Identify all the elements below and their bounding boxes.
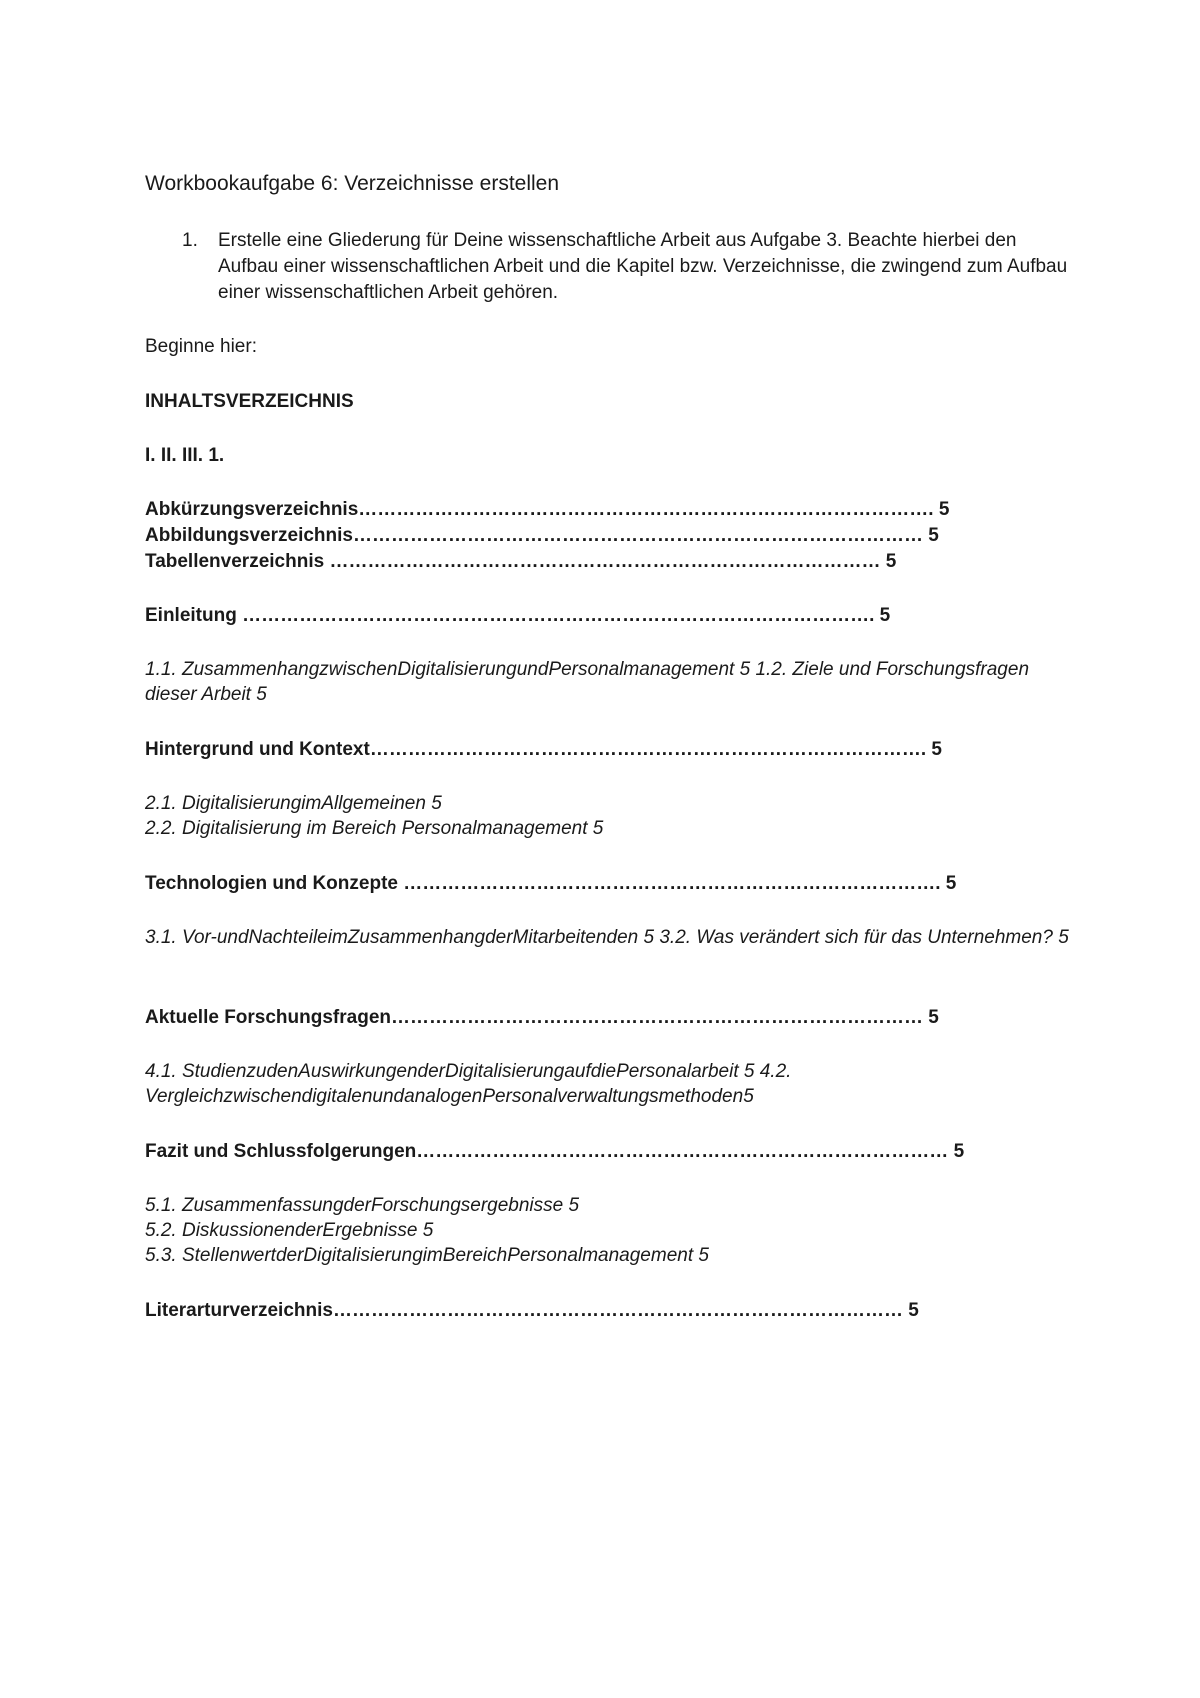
toc-entry-label: Aktuelle Forschungsfragen	[145, 1007, 391, 1028]
toc-leader: ………………………………………………………………………… 5	[391, 1007, 939, 1028]
toc-leader: ……………………………………………………………………………… 5	[332, 1300, 919, 1321]
toc-leader: ……………………………………………………………………………. 5	[369, 739, 942, 760]
toc-leader: ………………………………………………………………………… 5	[416, 1141, 965, 1162]
toc-entry-tabellenverzeichnis	[145, 549, 896, 575]
toc-entry-fazit	[145, 1139, 964, 1165]
toc-entry-technologien	[145, 871, 956, 897]
page-title: Workbookaufgabe 6: Verzeichnisse erstellen	[145, 172, 560, 195]
toc-entry-label: Literarturverzeichnis	[145, 1300, 333, 1321]
toc-entry-hintergrund	[145, 737, 942, 763]
roman-numerals-line: I. II. III. 1.	[145, 445, 225, 466]
task-number: 1.	[182, 230, 198, 251]
toc-heading: INHALTSVERZEICHNIS	[145, 391, 354, 412]
toc-entry-forschungsfragen	[145, 1005, 939, 1031]
subsection-5-1: 5.1. ZusammenfassungderForschungsergebnisse 5	[145, 1195, 580, 1216]
toc-entry-label: Abkürzungsverzeichnis	[145, 499, 359, 520]
toc-entry-einleitung	[145, 603, 890, 629]
subsection-group-1: 1.1. ZusammenhangzwischenDigitalisierungundPersonalmanagement 5 1.2. Ziele und Forschungsfragen dieser Arbeit 5	[145, 659, 1030, 705]
toc-entry-label: Einleitung	[145, 605, 243, 626]
toc-leader: ………………………………………………………………………………………. 5	[242, 605, 891, 626]
task-text: Erstelle eine Gliederung für Deine wissenschaftliche Arbeit aus Aufgabe 3. Beachte hierbei den Aufbau einer wissenschaftlichen Arbeit und die Kapitel bzw. Verzeichnisse, die zwingend zum Aufbau einer wissenschaftlichen Arbeit gehören.	[218, 230, 1068, 303]
toc-leader: …………………………………………………………………………… 5	[329, 551, 897, 572]
subsection-5-2: 5.2. DiskussionenderErgebnisse 5	[145, 1220, 434, 1241]
toc-entry-abbildungsverzeichnis	[145, 523, 939, 549]
toc-entry-abkuerzungsverzeichnis	[145, 497, 949, 523]
toc-leader: …………………………………………………………………………. 5	[403, 873, 957, 894]
toc-leader: ……………………………………………………………………………… 5	[352, 525, 939, 546]
subsection-group-4: 4.1. StudienzudenAuswirkungenderDigitalisierungaufdiePersonalarbeit 5 4.2. VergleichzwischendigitalenundanalogenPersonalverwaltungsmethoden5	[145, 1061, 792, 1107]
subsection-2-2: 2.2. Digitalisierung im Bereich Personalmanagement 5	[145, 818, 604, 839]
toc-entry-literatur	[145, 1298, 919, 1324]
start-label: Beginne hier:	[145, 336, 257, 357]
toc-entry-label: Abbildungsverzeichnis	[145, 525, 353, 546]
subsection-2-1: 2.1. DigitalisierungimAllgemeinen 5	[145, 793, 442, 814]
subsection-group-3: 3.1. Vor-undNachteileimZusammenhangderMitarbeitenden 5 3.2. Was verändert sich für das Unternehmen? 5	[145, 927, 1069, 948]
toc-leader: ………………………………………………………………………………. 5	[358, 499, 950, 520]
toc-entry-label: Hintergrund und Kontext	[145, 739, 370, 760]
toc-entry-label: Tabellenverzeichnis	[145, 551, 330, 572]
toc-entry-label: Fazit und Schlussfolgerungen	[145, 1141, 417, 1162]
subsection-5-3: 5.3. StellenwertderDigitalisierungimBereichPersonalmanagement 5	[145, 1245, 709, 1266]
toc-entry-label: Technologien und Konzepte	[145, 873, 404, 894]
